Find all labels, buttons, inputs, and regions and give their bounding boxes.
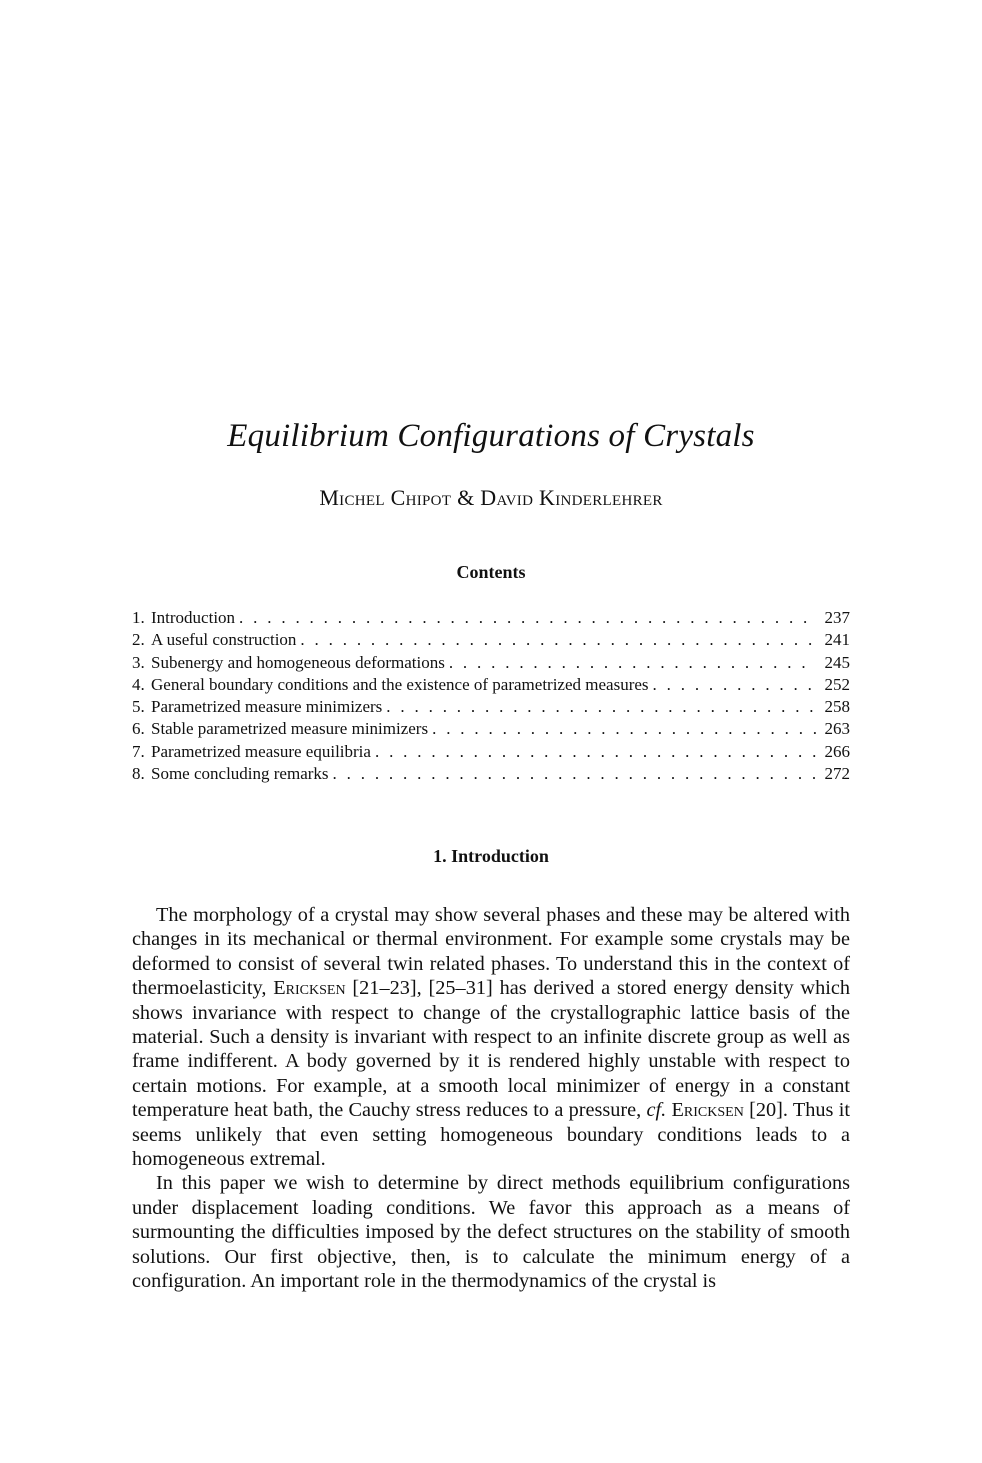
toc-entry-page: 263 (824, 719, 850, 739)
toc-leader-dots (235, 607, 816, 629)
toc-entry-label: Parametrized measure equilibria (151, 741, 371, 761)
section-body (132, 903, 850, 1294)
toc-entry-page: 252 (824, 674, 850, 694)
toc-entry (132, 741, 850, 763)
toc-leader-dots (649, 674, 816, 696)
toc-entry (132, 652, 850, 674)
toc-leader-dots (382, 696, 816, 718)
toc-entry-number: 8. (132, 764, 145, 784)
toc-entry-page: 245 (824, 652, 850, 672)
toc-entry (132, 763, 850, 785)
toc-entry-label: Stable parametrized measure minimizers (151, 719, 429, 739)
author-citation: Ericksen (273, 977, 346, 1000)
paper-authors: Michel Chipot & David Kinderlehrer (319, 485, 663, 510)
paper-title: Equilibrium Configurations of Crystals (227, 418, 755, 454)
toc-leader-dots (445, 652, 816, 674)
contents-heading: Contents (456, 562, 526, 582)
toc-entry-label: Introduction (151, 608, 236, 627)
toc-entry-page: 266 (824, 741, 850, 761)
cf-abbreviation: cf. (646, 1099, 667, 1122)
toc-entry-page: 241 (824, 630, 850, 650)
toc-entry (132, 607, 850, 629)
toc-entry (132, 696, 850, 718)
paragraph (132, 903, 850, 1171)
toc-entry (132, 674, 850, 696)
paragraph-text: [21–23], [25–31] has derived a stored energy density which shows invariance with respect to change of the crystallographic lattice basis of the material. Such a density is invariant with respect to an infinite discrete group as well as frame indifferent. A body governed by it is rendered highly unstable with respect to certain motions. For example, at a smooth local minimizer of energy in a constant temperature heat bath, the Cauchy stress reduces to a pressure, (132, 977, 850, 1122)
toc-leader-dots (371, 741, 816, 763)
toc-entry (132, 629, 850, 651)
toc-entry-page: 272 (824, 764, 850, 784)
toc-entry-label: Subenergy and homogeneous deformations (151, 652, 445, 672)
toc-entry-label: Parametrized measure minimizers (151, 697, 383, 717)
author-citation: Ericksen (671, 1099, 744, 1122)
toc-entry-number: 2. (132, 630, 145, 650)
toc-entry-number: 1. (132, 608, 145, 627)
toc-entry-label: A useful construction (151, 630, 297, 650)
toc-entry-number: 6. (132, 719, 145, 739)
paragraph-text: [20]. Thus it seems unlikely that even setting homogeneous boundary conditions leads to a homogeneous extremal. (132, 1099, 850, 1171)
toc-entry-label: Some concluding remarks (151, 764, 329, 784)
toc-leader-dots (329, 763, 816, 785)
toc-entry-number: 5. (132, 697, 145, 717)
paragraph-text: The morphology of a crystal may show several phases and these may be altered with changes in its mechanical or thermal environment. For example some crystals may be deformed to consist of several twin related phases. To understand this in the context of thermoelasticity, (132, 904, 850, 1000)
toc-entry-page: 258 (824, 697, 850, 717)
toc-entry-page: 237 (824, 608, 850, 627)
toc-entry-number: 3. (132, 652, 145, 672)
toc-leader-dots (296, 629, 816, 651)
toc-entry-number: 4. (132, 674, 145, 694)
table-of-contents (132, 607, 850, 785)
paragraph: In this paper we wish to determine by direct methods equilibrium configurations under displacement loading conditions. We favor this approach as a means of surmounting the difficulties imposed by the defect structures on the stability of smooth solutions. Our first objective, then, is to calculate the minimum energy of a configuration. An important role in the thermodynamics of the crystal is (132, 1172, 850, 1293)
toc-entry-label: General boundary conditions and the existence of parametrized measures (151, 674, 649, 694)
toc-entry (132, 718, 850, 740)
section-heading: 1. Introduction (433, 846, 549, 866)
toc-entry-number: 7. (132, 741, 145, 761)
toc-leader-dots (428, 718, 816, 740)
